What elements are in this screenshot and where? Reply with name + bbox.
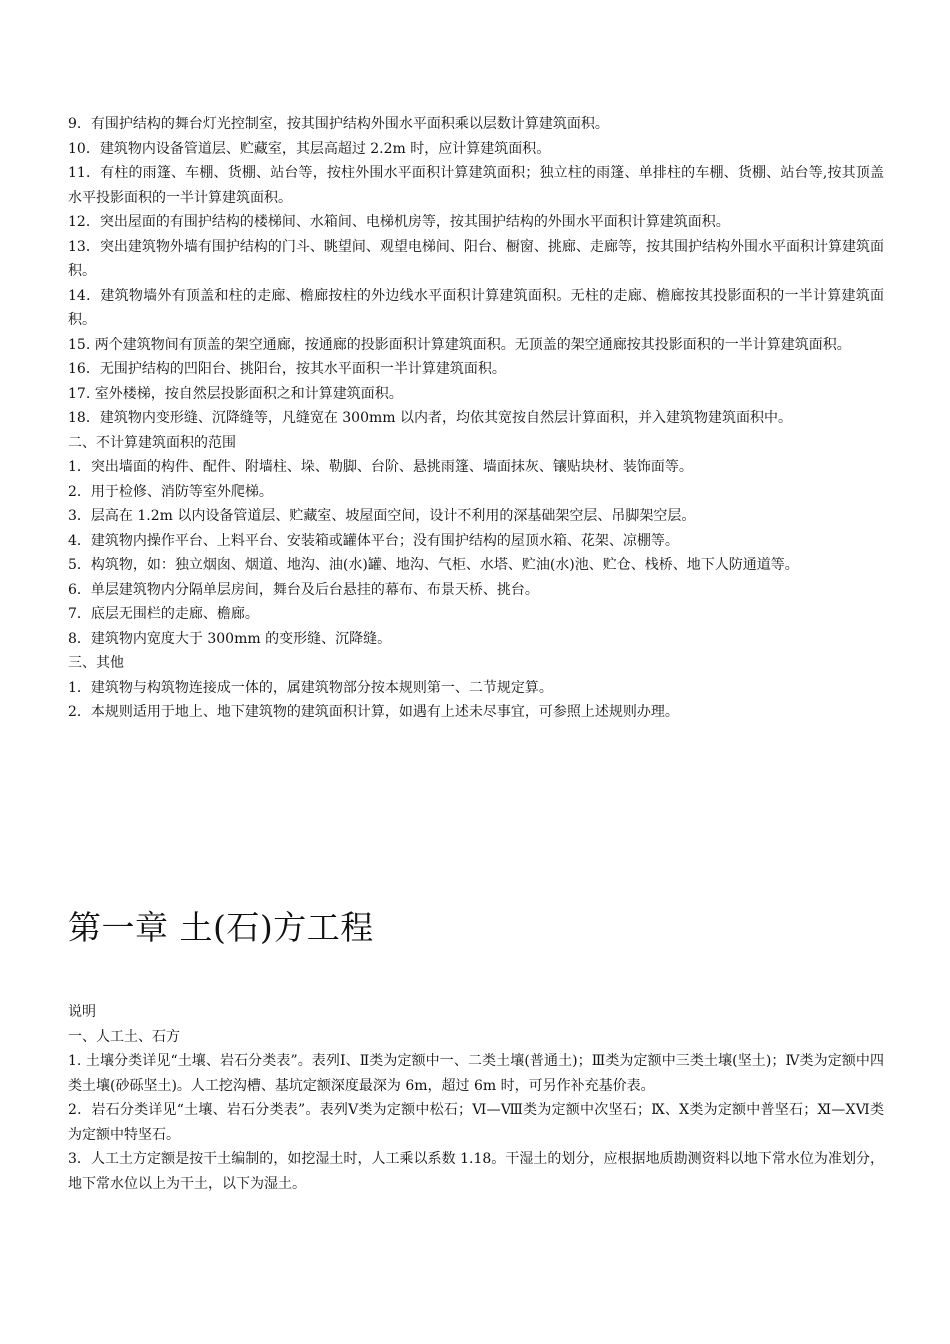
paragraph: 1．建筑物与构筑物连接成一体的，属建筑物部分按本规则第一、二节规定算。 bbox=[68, 679, 553, 696]
paragraph: 1．突出墙面的构件、配件、附墙柱、垛、勒脚、台阶、悬挑雨篷、墙面抹灰、镶贴块材、装饰面等。 bbox=[68, 459, 693, 475]
paragraph: 10．建筑物内设备管道层、贮藏室，其层高超过 2.2m 时，应计算建筑面积。 bbox=[68, 140, 551, 157]
paragraph: 5．构筑物，如：独立烟囱、烟道、地沟、油(水)罐、地沟、气柜、水塔、贮油(水)池、贮仓、栈桥、地下人防通道等。 bbox=[68, 557, 799, 573]
section-heading: 三、其他 bbox=[68, 655, 124, 671]
notes-heading: 说明 bbox=[68, 1004, 96, 1020]
section-heading: 一、人工土、石方 bbox=[68, 1028, 180, 1045]
paragraph: 1. 土壤分类详见“土壤、岩石分类表”。表列Ⅰ、Ⅱ类为定额中一、二类土壤(普通土)；Ⅲ类为定额中三类土壤(坚土)；Ⅳ类为定额中四类土壤(砂砾坚土)。人工挖沟槽、基坑定额深度最深为 6m，超过 6m 时，可另作补充基价表。 bbox=[68, 1053, 884, 1094]
paragraph: 2．用于检修、消防等室外爬梯。 bbox=[68, 483, 273, 500]
paragraph: 3．层高在 1.2m 以内设备管道层、贮藏室、坡屋面空间，设计不利用的深基础架空层、吊脚架空层。 bbox=[68, 508, 696, 524]
paragraph: 11．有柱的雨篷、车棚、货棚、站台等，按柱外围水平面积计算建筑面积；独立柱的雨篷、单排柱的车棚、货棚、站台等,按其顶盖水平投影面积的一半计算建筑面积。 bbox=[68, 165, 884, 206]
chapter-title: 第一章 土(石)方工程 bbox=[68, 908, 374, 947]
chapter-body bbox=[68, 1000, 884, 1196]
paragraph: 14．建筑物墙外有顶盖和柱的走廊、檐廊按柱的外边线水平面积计算建筑面积。无柱的走廊、檐廊按其投影面积的一半计算建筑面积。 bbox=[68, 287, 884, 328]
paragraph: 17. 室外楼梯，按自然层投影面积之和计算建筑面积。 bbox=[68, 385, 403, 402]
paragraph: 7．底层无围栏的走廊、檐廊。 bbox=[68, 606, 259, 622]
top-section bbox=[68, 112, 884, 725]
paragraph: 13．突出建筑物外墙有围护结构的门斗、眺望间、观望电梯间、阳台、橱窗、挑廊、走廊等，按其围护结构外围水平面积计算建筑面积。 bbox=[68, 238, 884, 279]
paragraph: 6．单层建筑物内分隔单层房间，舞台及后台悬挂的幕布、布景天桥、挑台。 bbox=[68, 581, 539, 598]
paragraph: 9．有围护结构的舞台灯光控制室，按其围护结构外围水平面积乘以层数计算建筑面积。 bbox=[68, 116, 609, 132]
paragraph: 15. 两个建筑物间有顶盖的架空通廊，按通廊的投影面积计算建筑面积。无顶盖的架空通廊按其投影面积的一半计算建筑面积。 bbox=[68, 336, 851, 353]
paragraph: 12．突出屋面的有围护结构的楼梯间、水箱间、电梯机房等，按其围护结构的外围水平面积计算建筑面积。 bbox=[68, 214, 730, 230]
paragraph: 2．岩石分类详见“土壤、岩石分类表”。表列Ⅴ类为定额中松石；Ⅵ—Ⅷ类为定额中次坚石；Ⅸ、Ⅹ类为定额中普坚石；Ⅺ—ⅩⅥ类为定额中特坚石。 bbox=[68, 1102, 884, 1143]
section-heading: 二、不计算建筑面积的范围 bbox=[68, 434, 236, 451]
paragraph: 18．建筑物内变形缝、沉降缝等，凡缝宽在 300mm 以内者，均依其宽按自然层计算面积，并入建筑物建筑面积中。 bbox=[68, 410, 792, 426]
paragraph: 16．无围护结构的凹阳台、挑阳台，按其水平面积一半计算建筑面积。 bbox=[68, 361, 506, 377]
paragraph: 2．本规则适用于地上、地下建筑物的建筑面积计算，如遇有上述未尽事宜，可参照上述规则办理。 bbox=[68, 704, 679, 720]
paragraph: 8．建筑物内宽度大于 300mm 的变形缝、沉降缝。 bbox=[68, 630, 392, 647]
paragraph: 3．人工土方定额是按干土编制的，如挖湿土时，人工乘以系数 1.18。干湿土的划分，应根据地质勘测资料以地下常水位为准划分，地下常水位以上为干土，以下为湿土。 bbox=[68, 1151, 884, 1192]
paragraph: 4．建筑物内操作平台、上料平台、安装箱或罐体平台；没有围护结构的屋顶水箱、花架、凉棚等。 bbox=[68, 532, 679, 549]
